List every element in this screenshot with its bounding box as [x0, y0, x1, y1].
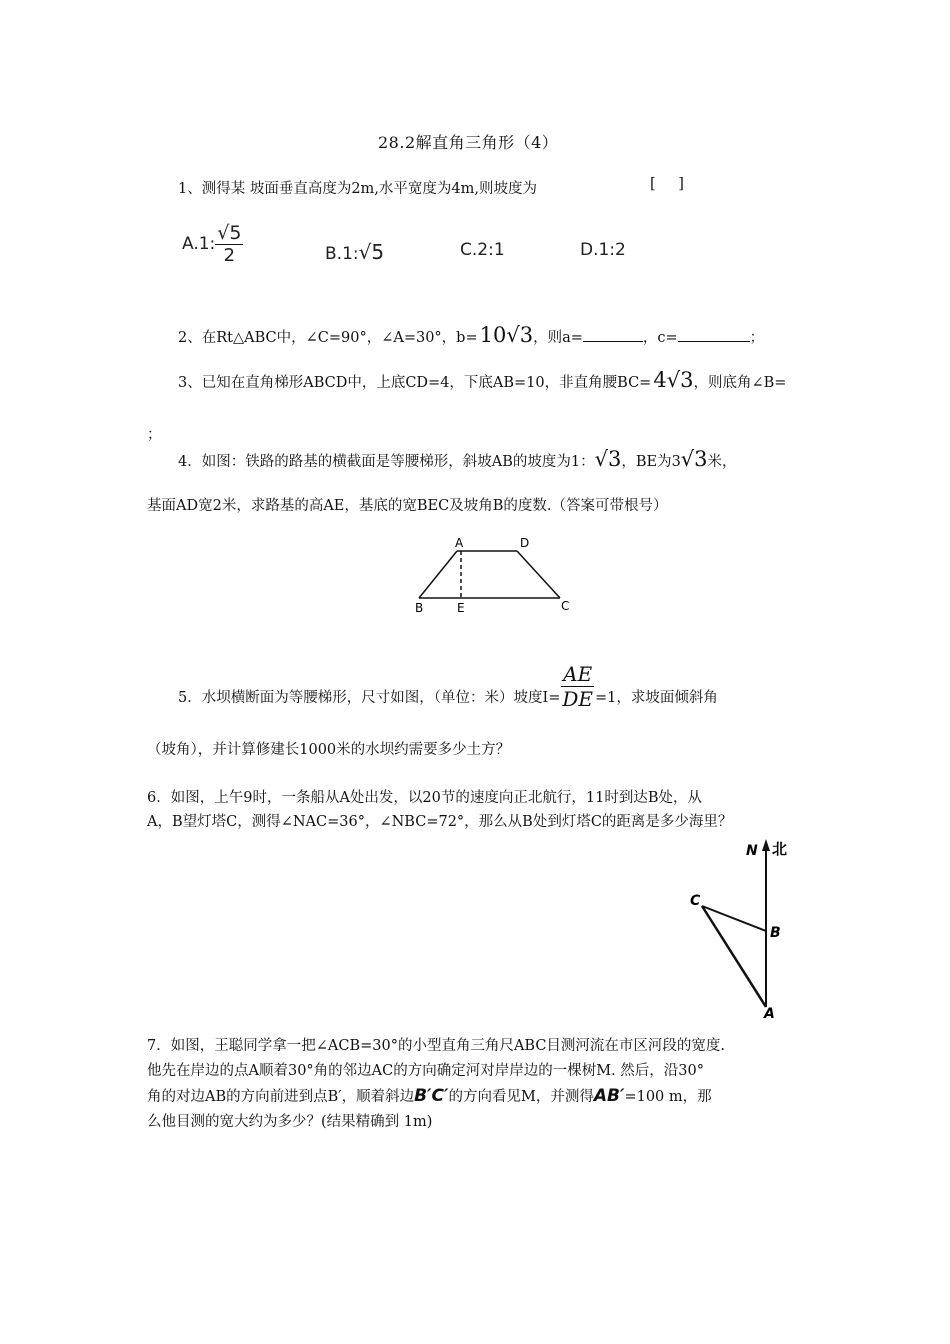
label-a: A	[764, 1006, 775, 1020]
question-7-line-2: 他先在岸边的点A顺着30°角的邻边AC的方向确定河对岸岸边的一棵树M. 然后，沿30°	[147, 1063, 705, 1079]
question-1-option-b	[325, 240, 384, 264]
label-e: E	[457, 601, 465, 615]
option-a-fraction	[215, 222, 243, 266]
question-5-fraction	[560, 662, 595, 711]
label-b: B	[415, 601, 424, 615]
question-5-post: =1，求坡面倾斜角	[595, 690, 718, 706]
question-1-stem: 1、测得某 坡面垂直高度为2m,水平宽度为4m,则坡度为	[178, 181, 538, 197]
question-2-end: ；	[749, 330, 765, 346]
label-b: B	[770, 925, 781, 941]
fraction-denominator: DE	[562, 687, 593, 711]
question-7-line-3-pre: 角的对边AB的方向前进到点B′，顺着斜边	[147, 1089, 415, 1105]
segment-ab-prime: AB′	[593, 1086, 625, 1106]
question-7-line-3	[147, 1085, 712, 1106]
question-3	[178, 368, 786, 392]
page-title: 28.2解直角三角形（4）	[378, 133, 559, 152]
question-7-line-1: 7．如图，王聪同学拿一把∠ACB=30°的小型直角三角尺ABC目测河流在市区河段的宽度.	[147, 1038, 726, 1054]
question-3-root: √3	[666, 368, 694, 392]
side-dc	[517, 551, 560, 598]
question-7-line-4: 么他目测的宽大约为多少？(结果精确到 1m)	[147, 1114, 433, 1130]
question-4-mid: ，BE为3	[621, 454, 681, 470]
question-2-coefficient: 10	[479, 323, 507, 347]
question-2-a-label: ，则a=	[533, 330, 583, 346]
side-ab	[419, 551, 457, 598]
option-a-denominator: 2	[223, 245, 236, 266]
option-a-prefix: A.1:	[182, 234, 216, 254]
question-4-text: 4．如图：铁路的路基的横截面是等腰梯形，斜坡AB的坡度为1：	[178, 454, 595, 470]
question-4-line-1	[178, 447, 737, 471]
option-b-root: √5	[358, 240, 385, 264]
question-4-line-2: 基面AD宽2米，求路基的高AE，基底的宽BEC及坡角B的度数.（答案可带根号）	[147, 498, 668, 514]
line-ca	[702, 906, 766, 1007]
label-north: 北	[772, 840, 788, 858]
question-5-text: 5．水坝横断面为等腰梯形，尺寸如图，（单位：米）坡度I=	[178, 690, 561, 706]
option-a-numerator: √5	[217, 222, 242, 244]
question-2-c-blank[interactable]	[678, 327, 750, 342]
question-5-line-1	[178, 662, 718, 711]
question-6-line-2: A，B望灯塔C，测得∠NAC=36°，∠NBC=72°，那么从B处到灯塔C的距离是多少海里？	[147, 814, 733, 830]
label-c: C	[690, 893, 701, 909]
question-4-root-2: √3	[680, 447, 708, 471]
question-3-text: 3、已知在直角梯形ABCD中，上底CD=4，下底AB=10，非直角腰BC=	[178, 375, 652, 391]
question-7-line-3-post: =100 m，那	[624, 1089, 712, 1105]
question-2-a-blank[interactable]	[583, 327, 643, 342]
question-4-post: 米，	[707, 454, 737, 470]
question-1-option-a	[182, 222, 243, 266]
line-cb	[702, 906, 766, 931]
label-a: A	[455, 536, 464, 550]
question-3-post: ，则底角∠B=	[693, 375, 787, 391]
question-6-line-1: 6．如图，上午9时，一条船从A处出发，以20节的速度向正北航行，11时到达B处，从	[147, 790, 702, 806]
question-2-root: √3	[506, 323, 534, 347]
question-3-coefficient: 4	[653, 368, 667, 392]
segment-bc-prime: B′C′	[414, 1086, 449, 1106]
question-3-end: ；	[147, 427, 162, 443]
north-arrow-icon	[762, 839, 770, 851]
label-c: C	[561, 599, 570, 613]
question-4-root: √3	[594, 447, 622, 471]
question-7-line-3-mid: 的方向看见M，并测得	[448, 1089, 594, 1105]
label-d: D	[520, 536, 530, 550]
question-2	[178, 323, 764, 347]
fraction-numerator: AE	[563, 662, 593, 686]
trapezoid-figure	[405, 532, 585, 617]
question-1-option-c: C.2:1	[460, 240, 505, 260]
option-b-prefix: B.1:	[325, 244, 359, 264]
question-1-option-d: D.1:2	[580, 240, 626, 260]
question-1-answer-bracket: [ ]	[650, 176, 684, 192]
question-2-c-label: ，c=	[642, 330, 678, 346]
lighthouse-figure	[680, 835, 810, 1020]
question-5-line-2: （坡角），并计算修建长1000米的水坝约需要多少土方？	[147, 742, 511, 758]
question-2-text: 2、在Rt△ABC中，∠C=90°，∠A=30°，b=	[178, 330, 478, 346]
label-n: N	[746, 843, 758, 859]
